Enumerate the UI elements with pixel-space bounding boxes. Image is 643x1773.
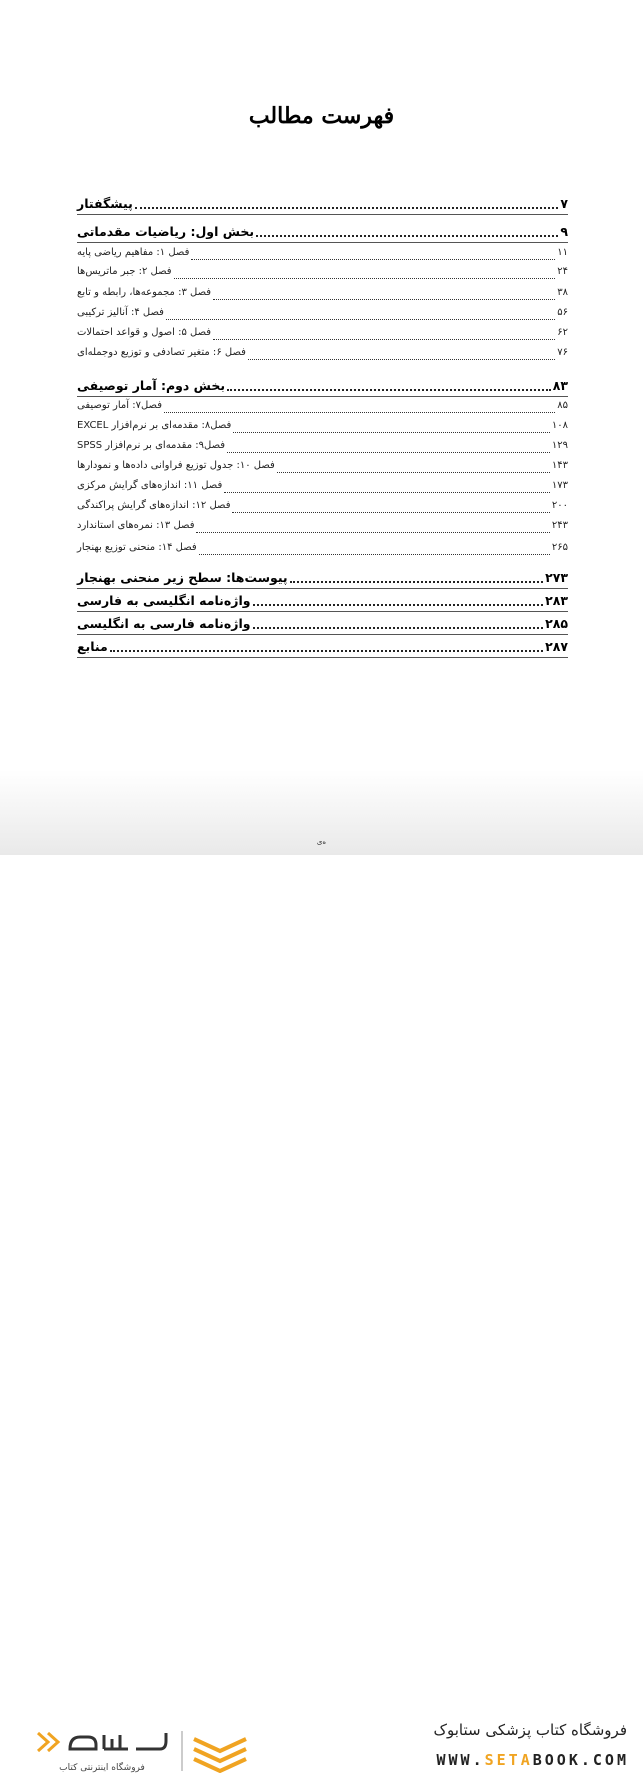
toc-entry-page: ۲۰۰ [551,500,568,511]
toc-section-entry[interactable] [77,378,568,394]
dot-leader [199,544,550,555]
toc-entry-title: فصل۹: مقدمه‌ای بر نرم‌افزار SPSS [77,440,226,451]
toc-entry-page: ۱۱ [557,247,568,258]
toc-entry-page: ۱۰۸ [551,420,568,431]
section-divider [77,611,568,612]
toc-entry-title: فصل ۳: مجموعه‌ها، رابطه و تابع [77,287,212,298]
toc-entry-page: ۸۳ [552,378,568,393]
dot-leader [110,640,543,652]
toc-section-entry[interactable] [77,224,568,240]
toc-entry-title: فصل ۱۰: جدول توزیع فراوانی داده‌ها و نمودارها [77,460,275,471]
dot-leader [256,225,558,237]
section-divider [77,242,568,243]
toc-entry-title: فصل ۱۳: نمره‌های استاندارد [77,520,195,531]
dot-leader [191,249,555,260]
dot-leader [224,482,550,493]
toc-entry-page: ۱۲۹ [551,440,568,451]
toc-entry-page: ۲۴ [557,266,568,277]
toc-chapter-entry[interactable] [77,542,568,558]
toc-entry-page: ۸۵ [557,400,568,411]
toc-entry-page: ۲۸۳ [545,593,568,608]
toc-entry-title: فصل ۴: آنالیز ترکیبی [77,307,164,318]
toc-entry-title: فصل ۱: مفاهیم ریاضی پایه [77,247,190,258]
dot-leader [227,442,550,453]
toc-chapter-entry[interactable] [77,287,568,303]
toc-chapter-entry[interactable] [77,327,568,343]
toc-entry-title: بخش اول: ریاضیات مقدماتی [77,224,255,239]
toc-entry-title: منابع [77,639,108,654]
page-title: فهرست مطالب [248,103,395,129]
toc-chapter-entry[interactable] [77,460,568,476]
toc-entry-page: ۱۴۳ [551,460,568,471]
section-divider [77,588,568,589]
document-page [0,0,643,855]
store-url[interactable]: WWW.SETABOOK.COM [436,1751,629,1769]
toc-chapter-entry[interactable] [77,400,568,416]
toc-entry-page: ۲۴۳ [551,520,568,531]
toc-chapter-entry[interactable] [77,347,568,363]
toc-section-entry[interactable] [77,593,568,609]
setabook-logo-wordmark [32,1727,172,1757]
toc-chapter-entry[interactable] [77,440,568,456]
toc-entry-title: واژه‌نامه انگلیسی به فارسی [77,593,251,608]
toc-chapter-entry[interactable] [77,307,568,323]
toc-section-entry[interactable] [77,570,568,586]
toc-entry-page: ۷ [560,196,568,211]
section-divider [77,634,568,635]
toc-entry-title: پیوست‌ها: سطح زیر منحنی بهنجار [77,570,288,585]
section-divider [77,396,568,397]
dot-leader [135,197,559,209]
toc-entry-title: فصل۷: آمار توصیفی [77,400,162,411]
page-number: ه‌ی [316,838,327,846]
toc-entry-page: ۳۸ [557,287,568,298]
store-name: فروشگاه کتاب پزشکی ستابوک [433,1721,627,1739]
toc-chapter-entry[interactable] [77,266,568,282]
toc-entry-page: ۱۷۳ [551,480,568,491]
dot-leader [277,462,550,473]
toc-chapter-entry[interactable] [77,520,568,536]
section-divider [77,214,568,215]
toc-entry-page: ۲۶۵ [551,542,568,553]
dot-leader [213,289,555,300]
toc-entry-title: فصل۸: مقدمه‌ای بر نرم‌افزار EXCEL [77,420,232,431]
toc-entry-title: فصل ۱۲: اندازه‌های گرایش پراکندگی [77,500,231,511]
dot-leader [248,349,555,360]
toc-chapter-entry[interactable] [77,247,568,263]
toc-section-entry[interactable] [77,639,568,655]
dot-leader [232,502,549,513]
book-stack-logo-icon [180,1729,250,1773]
toc-entry-title: واژه‌نامه فارسی به انگلیسی [77,616,251,631]
dot-leader [290,571,543,583]
store-banner [0,855,643,1773]
dot-leader [227,379,551,391]
toc-entry-title: فصل ۱۱: اندازه‌های گرایش مرکزی [77,480,223,491]
toc-entry-title: پیشگفتار [77,196,133,211]
toc-entry-title: فصل ۶: متغیر تصادفی و توزیع دوجمله‌ای [77,347,246,358]
dot-leader [253,594,544,606]
dot-leader [233,422,550,433]
toc-entry-title: فصل ۱۴: منحنی توزیع بهنجار [77,542,197,553]
toc-chapter-entry[interactable] [77,420,568,436]
toc-entry-title: فصل ۵: اصول و قواعد احتمالات [77,327,212,338]
toc-entry-title: فصل ۲: جبر ماتریس‌ها [77,266,172,277]
dot-leader [196,522,549,533]
logo-subtitle: فروشگاه اینترنتی کتاب [59,1763,145,1773]
dot-leader [174,268,556,279]
toc-entry-page: ۷۶ [557,347,568,358]
toc-entry-page: ۲۷۳ [545,570,568,585]
toc-entry-page: ۹ [560,224,568,239]
dot-leader [213,329,555,340]
toc-chapter-entry[interactable] [77,480,568,496]
dot-leader [166,309,555,320]
toc-entry-page: ۲۸۵ [545,616,568,631]
toc-section-entry[interactable] [77,196,568,212]
toc-section-entry[interactable] [77,616,568,632]
section-divider [77,657,568,658]
toc-chapter-entry[interactable] [77,500,568,516]
dot-leader [164,402,555,413]
toc-entry-title: بخش دوم: آمار توصیفی [77,378,226,393]
toc-entry-page: ۲۸۷ [545,639,568,654]
toc-entry-page: ۵۶ [557,307,568,318]
dot-leader [253,617,544,629]
toc-entry-page: ۶۲ [557,327,568,338]
